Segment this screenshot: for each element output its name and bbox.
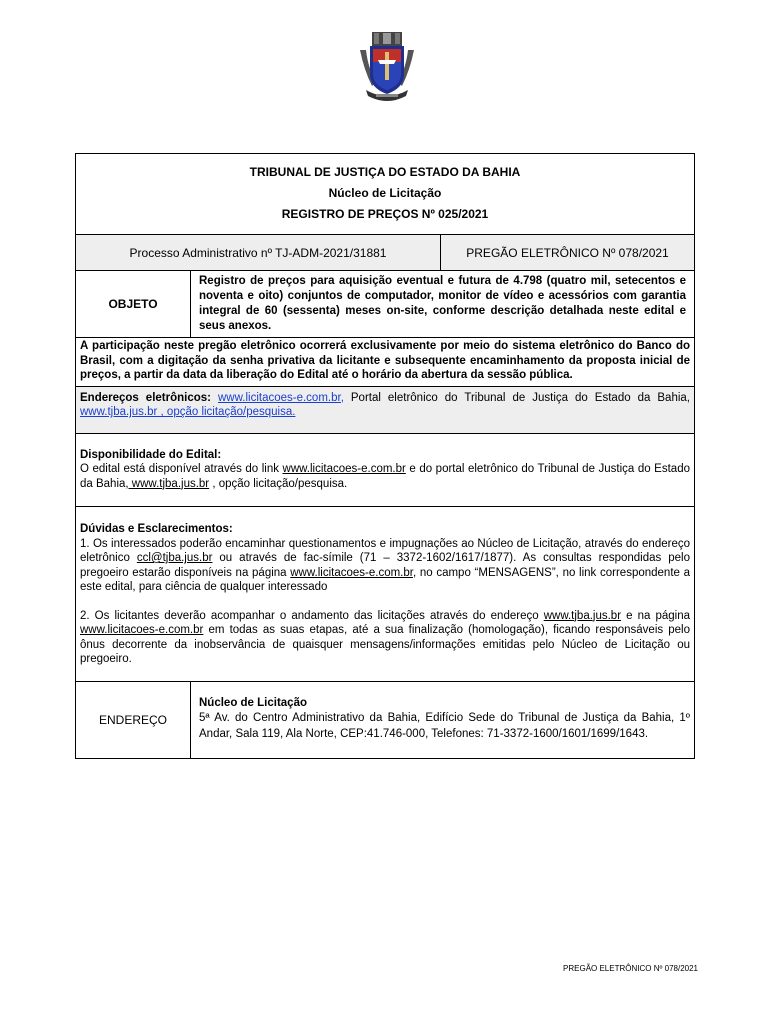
coat-of-arms-icon: [358, 30, 416, 106]
availability-text-2: e do portal eletrônico do Tribunal de Justiça do Estado da Bahia: [80, 463, 690, 490]
object-description: Registro de preços para aquisição eventual e futura de 4.798 (quatro mil, setecentos e noventa e oito) conjuntos de computador, monitor de vídeo e acessórios com garantia integral de 60 (sessenta) meses on-site, conforme descrição detalhada neste edital e seus anexos.: [199, 275, 686, 332]
administrative-process: Processo Administrativo nº TJ-ADM-2021/31881: [76, 235, 441, 270]
department-name: Núcleo de Licitação: [328, 186, 442, 200]
page-footer: PREGÃO ELETRÔNICO Nº 078/2021: [563, 964, 698, 973]
availability-text-3: , opção licitação/pesquisa.: [209, 477, 348, 490]
edital-availability: [76, 433, 694, 507]
availability-text-1: O edital está disponível através do link: [80, 463, 283, 475]
addresses-text: Portal eletrônico do Tribunal de Justiça do Estado da Bahia,: [343, 391, 690, 404]
address-label: ENDEREÇO: [76, 682, 191, 759]
q2-text-b: e na página: [621, 609, 691, 622]
q2-text-c: em todas as suas etapas, até a sua finalização (homologação), ficando responsáveis pelo ônus decorrente da inobservância de quaisquer mensagens/informações emitidas pelo Núcleo de Licitação ou pregoeiro.: [80, 624, 690, 665]
q1-licitacoes-link[interactable]: www.licitacoes-e.com.br: [290, 566, 413, 579]
participation-notice: A participação neste pregão eletrônico ocorrerá exclusivamente por meio do sistema eletrônico do Banco do Brasil, com a digitação da senha privativa da licitante e subsequente encaminhamento da proposta inicial de preços, a partir da data da liberação do Edital até o horário da abertura da sessão pública.: [76, 337, 694, 386]
address-row: [76, 681, 694, 759]
electronic-addresses: [76, 386, 694, 433]
email-link[interactable]: ccl@tjba.jus.br: [136, 552, 213, 564]
q2-licitacoes-link[interactable]: www.licitacoes-e.com.br: [80, 624, 204, 636]
availability-link-licitacoes[interactable]: www.licitacoes-e.com.br: [282, 463, 406, 475]
q1-text-a: 1. Os interessados poderão encaminhar questionamentos e impugnações ao Núcleo de Licitação, através do endereço eletrônico: [80, 537, 690, 564]
edital-document: [75, 153, 695, 759]
address-text: 5ª Av. do Centro Administrativo da Bahia, Edifício Sede do Tribunal de Justiça da Bahia, 1º Andar, Sala 119, Ala Norte, CEP:41.746-000, Telefones: 71-3372-1600/1601/1699/1643.: [199, 712, 690, 740]
q2-tjba-link[interactable]: www.tjba.jus.br: [543, 609, 622, 622]
object-row: [76, 270, 694, 337]
address-title: Núcleo de Licitação: [199, 696, 308, 709]
availability-label: Disponibilidade do Edital:: [80, 448, 222, 461]
document-header: [76, 154, 694, 234]
availability-link-tjba[interactable]: , www.tjba.jus.br: [125, 477, 210, 490]
pregao-number: PREGÃO ELETRÔNICO Nº 078/2021: [466, 245, 669, 260]
address-details: [191, 682, 694, 759]
questions-paragraph-1: [80, 537, 690, 595]
registry-number: REGISTRO DE PREÇOS Nº 025/2021: [281, 207, 489, 221]
process-row: [76, 234, 694, 270]
questions-section: [76, 506, 694, 681]
questions-label: Dúvidas e Esclarecimentos:: [80, 523, 233, 535]
tjba-link[interactable]: www.tjba.jus.br , opção licitação/pesquisa.: [80, 406, 296, 418]
q1-text-b: ou através de fac-símile (71 – 3372-1602/1617/1877). As consultas respondidas pelo pregoeiro estarão disponíveis na página: [80, 552, 690, 579]
licitacoes-link[interactable]: www.licitacoes-e.com.br,: [217, 391, 344, 404]
q2-text-a: 2. Os licitantes deverão acompanhar o andamento das licitações através do endereço: [80, 609, 544, 622]
addresses-label: Endereços eletrônicos:: [80, 391, 211, 404]
questions-paragraph-2: [80, 609, 690, 667]
institution-title: TRIBUNAL DE JUSTIÇA DO ESTADO DA BAHIA: [249, 165, 521, 179]
object-label: OBJETO: [76, 271, 191, 337]
q1-text-c: , no campo “MENSAGENS”, no link correspondente a este edital, para ciência de qualquer interessado: [80, 566, 690, 593]
